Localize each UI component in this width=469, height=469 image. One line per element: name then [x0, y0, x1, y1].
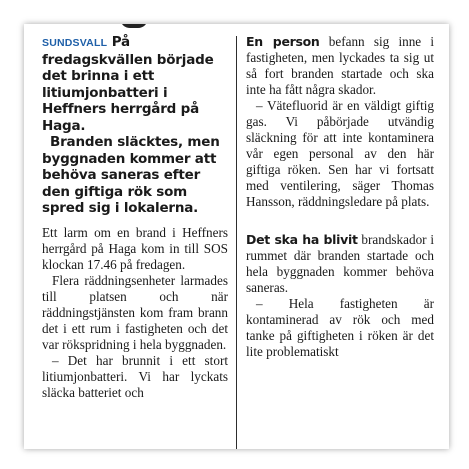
- newspaper-clipping: [24, 24, 449, 449]
- column-divider: [236, 36, 237, 449]
- right-paragraph-2: – Vätefluorid är en väldigt giftig gas. Vi påbörjade utvändig släckning för att inte kontaminera vår egen personal av den här giftiga röken. Sen har vi fortsatt med ventilering, säger Thomas Hansson, räddningsledare på plats.: [246, 98, 434, 209]
- body-paragraph-3: – Det har brunnit i ett stort litiumjonbatteri. Vi har lyckats släcka batteriet och: [42, 352, 228, 400]
- ingress-first-text: På fredagskvällen började det brinna i ett litiumjonbatteri i Heffners herrgård på Haga.: [42, 34, 214, 134]
- right-paragraph-3-text: brandskador i rummet där branden startade och hela byggnaden kommer behöva saneras.: [246, 232, 434, 295]
- right-paragraph-3: [246, 232, 434, 296]
- subhead-lead-2: Det ska ha blivit: [246, 232, 358, 247]
- clipping-torn-edge: [120, 24, 148, 28]
- subhead-lead-1: En person: [246, 34, 320, 49]
- right-paragraph-1-text: befann sig inne i fastigheten, men lyckades ta sig ut så fort branden startade och ska inte ha fått några skador.: [246, 34, 435, 97]
- ingress-second: Branden släcktes, men byggnaden kommer att behöva saneras efter den giftiga rök som spred sig i lokalerna.: [42, 134, 220, 216]
- right-paragraph-4: – Hela fastigheten är kontaminerad av rök och med tanke på giftigheten i röken är det lite problematiskt: [246, 296, 434, 359]
- right-paragraph-1: [246, 34, 434, 98]
- location-label: SUNDSVALL: [42, 37, 108, 49]
- right-column: [246, 34, 434, 360]
- body-paragraph-2: Flera räddningsenheter larmades till platsen och när räddningstjänsten kom fram brann det i ett rum i fastigheten och det var rökspridning i hela byggnaden.: [42, 272, 228, 352]
- left-column: [42, 34, 228, 401]
- ingress-first: [42, 34, 228, 134]
- body-paragraph-1: Ett larm om en brand i Heffners herrgård på Haga kom in till SOS klockan 17.46 på fredagen.: [42, 224, 228, 272]
